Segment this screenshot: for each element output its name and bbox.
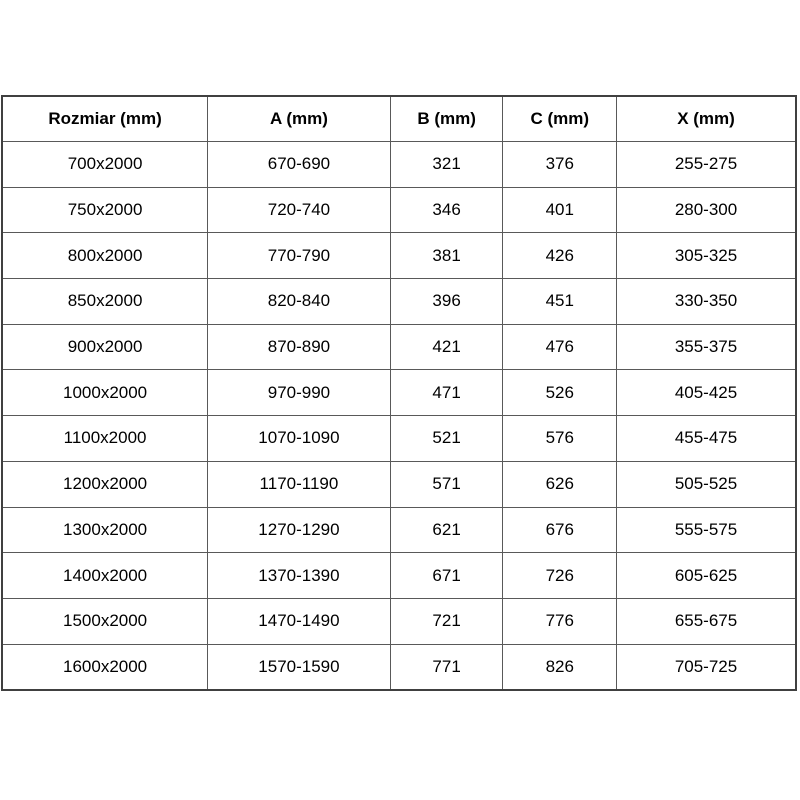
- column-header: Rozmiar (mm): [2, 96, 208, 142]
- table-cell: 255-275: [617, 142, 796, 188]
- table-cell: 1570-1590: [208, 644, 391, 690]
- table-row: [2, 553, 796, 599]
- table-cell: 820-840: [208, 279, 391, 325]
- table-cell: 800x2000: [2, 233, 208, 279]
- table-cell: 626: [503, 461, 617, 507]
- table-cell: 870-890: [208, 324, 391, 370]
- table-cell: 771: [390, 644, 503, 690]
- table-cell: 451: [503, 279, 617, 325]
- table-row: [2, 507, 796, 553]
- table-row: [2, 370, 796, 416]
- table-cell: 826: [503, 644, 617, 690]
- table-cell: 421: [390, 324, 503, 370]
- table-cell: 850x2000: [2, 279, 208, 325]
- table-row: [2, 233, 796, 279]
- table-cell: 280-300: [617, 187, 796, 233]
- table-cell: 376: [503, 142, 617, 188]
- table-cell: 1400x2000: [2, 553, 208, 599]
- column-header: C (mm): [503, 96, 617, 142]
- table-row: [2, 142, 796, 188]
- table-cell: 355-375: [617, 324, 796, 370]
- table-cell: 505-525: [617, 461, 796, 507]
- table-cell: 571: [390, 461, 503, 507]
- table-cell: 1000x2000: [2, 370, 208, 416]
- table-cell: 381: [390, 233, 503, 279]
- table-cell: 471: [390, 370, 503, 416]
- table-header-row: [2, 96, 796, 142]
- table-cell: 1370-1390: [208, 553, 391, 599]
- table-cell: 1200x2000: [2, 461, 208, 507]
- table-cell: 655-675: [617, 598, 796, 644]
- table-cell: 1070-1090: [208, 416, 391, 462]
- table-cell: 1270-1290: [208, 507, 391, 553]
- table-cell: 970-990: [208, 370, 391, 416]
- table-cell: 321: [390, 142, 503, 188]
- table-cell: 305-325: [617, 233, 796, 279]
- table-cell: 455-475: [617, 416, 796, 462]
- table-body: [2, 142, 796, 691]
- table-cell: 576: [503, 416, 617, 462]
- table-cell: 705-725: [617, 644, 796, 690]
- table-cell: 720-740: [208, 187, 391, 233]
- table-row: [2, 461, 796, 507]
- column-header: X (mm): [617, 96, 796, 142]
- table-cell: 776: [503, 598, 617, 644]
- table-cell: 330-350: [617, 279, 796, 325]
- table-cell: 605-625: [617, 553, 796, 599]
- table-cell: 721: [390, 598, 503, 644]
- table-cell: 700x2000: [2, 142, 208, 188]
- table-cell: 521: [390, 416, 503, 462]
- table-cell: 526: [503, 370, 617, 416]
- table-cell: 1300x2000: [2, 507, 208, 553]
- table-row: [2, 324, 796, 370]
- size-table: [1, 95, 797, 691]
- table-row: [2, 416, 796, 462]
- table-row: [2, 187, 796, 233]
- table-cell: 1170-1190: [208, 461, 391, 507]
- table-cell: 401: [503, 187, 617, 233]
- table-cell: 1100x2000: [2, 416, 208, 462]
- table-row: [2, 598, 796, 644]
- table-cell: 1470-1490: [208, 598, 391, 644]
- table-cell: 621: [390, 507, 503, 553]
- table-cell: 1600x2000: [2, 644, 208, 690]
- size-table-container: [1, 95, 797, 691]
- table-cell: 676: [503, 507, 617, 553]
- column-header: B (mm): [390, 96, 503, 142]
- table-cell: 426: [503, 233, 617, 279]
- table-cell: 555-575: [617, 507, 796, 553]
- column-header: A (mm): [208, 96, 391, 142]
- table-cell: 670-690: [208, 142, 391, 188]
- table-cell: 671: [390, 553, 503, 599]
- table-cell: 1500x2000: [2, 598, 208, 644]
- table-cell: 405-425: [617, 370, 796, 416]
- table-row: [2, 644, 796, 690]
- table-cell: 726: [503, 553, 617, 599]
- table-cell: 346: [390, 187, 503, 233]
- table-cell: 396: [390, 279, 503, 325]
- table-row: [2, 279, 796, 325]
- table-cell: 750x2000: [2, 187, 208, 233]
- table-cell: 476: [503, 324, 617, 370]
- table-cell: 770-790: [208, 233, 391, 279]
- table-cell: 900x2000: [2, 324, 208, 370]
